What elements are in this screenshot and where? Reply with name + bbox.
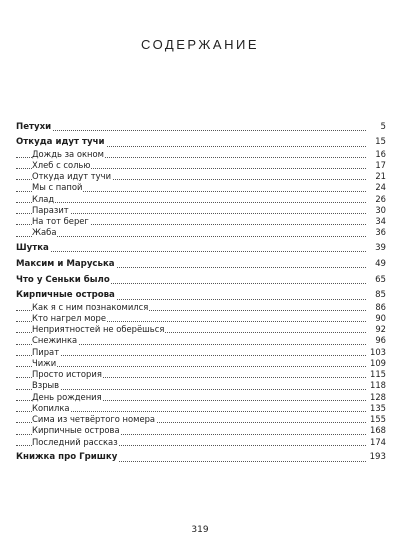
table-of-contents <box>16 122 386 464</box>
dot-leader <box>16 236 366 237</box>
toc-entry <box>16 275 386 286</box>
toc-entry-title: Дождь за окном <box>32 148 104 159</box>
toc-entry-title: Мы с папой <box>32 182 83 193</box>
page-title: СОДЕРЖАНИЕ <box>140 37 259 52</box>
toc-subentry <box>16 160 386 171</box>
toc-subentry <box>16 149 386 160</box>
toc-entry-page: 115 <box>370 369 386 379</box>
toc-entry-page: 15 <box>375 137 386 148</box>
toc-subentry <box>16 437 386 448</box>
toc-entry-title: Шутка <box>16 243 49 253</box>
toc-entry-page: 193 <box>369 452 386 463</box>
toc-subentry <box>16 403 386 414</box>
toc-entry-page: 26 <box>375 193 386 204</box>
toc-entry-title: Сима из четвёртого номера <box>32 414 156 424</box>
toc-subentry <box>16 358 386 369</box>
toc-subentry <box>16 414 386 425</box>
toc-subentry <box>16 302 386 313</box>
toc-entry-title: Паразит <box>32 204 69 215</box>
toc-entry-title: Клад <box>32 193 55 204</box>
toc-entry <box>16 243 386 254</box>
toc-subentry <box>16 216 386 227</box>
dot-leader <box>16 202 366 203</box>
toc-entry-title: Копилка <box>32 402 70 413</box>
dot-leader <box>16 366 366 367</box>
toc-entry-page: 36 <box>375 227 386 238</box>
toc-subentry <box>16 392 386 403</box>
dot-leader <box>16 130 366 131</box>
toc-entry-title: Хлеб с солью <box>32 159 91 170</box>
toc-subentry <box>16 194 386 205</box>
toc-entry-page: 92 <box>375 324 386 334</box>
toc-entry-page: 90 <box>375 312 386 323</box>
toc-subentry <box>16 313 386 324</box>
toc-entry <box>16 290 386 301</box>
toc-entry-page: 49 <box>375 258 386 269</box>
toc-entry-page: 85 <box>375 290 386 301</box>
toc-subentry <box>16 171 386 182</box>
toc-entry-title: Книжка про Гришку <box>16 452 118 463</box>
dot-leader <box>16 389 366 390</box>
toc-entry-page: 155 <box>370 414 386 424</box>
toc-entry-page: 118 <box>370 380 386 391</box>
toc-entry-page: 103 <box>370 346 386 357</box>
toc-entry-page: 86 <box>375 301 386 312</box>
toc-entry-title: Чижи <box>32 357 57 368</box>
toc-entry-title: Последний рассказ <box>32 436 118 447</box>
toc-entry-title: Просто история <box>32 369 102 379</box>
toc-entry <box>16 452 386 463</box>
toc-entry-title: Максим и Маруська <box>16 258 115 269</box>
toc-subentry <box>16 335 386 346</box>
toc-entry-page: 65 <box>375 274 386 285</box>
toc-entry-title: Откуда идут тучи <box>32 171 112 181</box>
toc-entry-page: 128 <box>370 391 386 402</box>
toc-entry-page: 16 <box>375 148 386 159</box>
toc-entry-title: На тот берег <box>32 216 89 226</box>
toc-entry-title: Взрыв <box>32 380 60 391</box>
toc-entry-title: Жаба <box>32 227 57 238</box>
toc-subentry <box>16 425 386 436</box>
toc-subentry <box>16 347 386 358</box>
toc-subentry <box>16 205 386 216</box>
toc-entry-title: Кирпичные острова <box>32 425 120 436</box>
toc-entry <box>16 122 386 133</box>
page-number: 319 <box>191 525 209 535</box>
toc-entry-page: 109 <box>370 357 386 368</box>
toc-entry-title: День рождения <box>32 391 102 402</box>
toc-entry-title: Откуда идут тучи <box>16 137 105 148</box>
toc-entry-page: 39 <box>375 243 386 253</box>
toc-entry <box>16 137 386 148</box>
toc-entry-page: 34 <box>375 216 386 226</box>
toc-entry-title: Кто нагрел море <box>32 312 107 323</box>
toc-entry-title: Петухи <box>16 122 52 132</box>
toc-entry-title: Снежинка <box>32 335 78 346</box>
toc-entry-page: 17 <box>375 159 386 170</box>
dot-leader <box>16 355 366 356</box>
toc-entry-page: 5 <box>380 122 386 132</box>
toc-entry-page: 174 <box>370 436 386 447</box>
toc-entry-page: 30 <box>375 204 386 215</box>
toc-entry-title: Кирпичные острова <box>16 290 115 301</box>
toc-entry-page: 96 <box>375 335 386 346</box>
toc-subentry <box>16 380 386 391</box>
toc-entry-title: Неприятностей не оберёшься <box>32 324 165 334</box>
toc-entry-title: Что у Сеньки было <box>16 274 110 285</box>
toc-entry <box>16 259 386 270</box>
toc-subentry <box>16 324 386 335</box>
toc-subentry <box>16 369 386 380</box>
dot-leader <box>16 251 366 252</box>
toc-entry-page: 24 <box>375 182 386 193</box>
toc-subentry <box>16 227 386 238</box>
toc-entry-page: 21 <box>375 171 386 181</box>
toc-entry-title: Как я с ним познакомился <box>32 301 149 312</box>
toc-entry-page: 135 <box>370 402 386 413</box>
toc-subentry <box>16 182 386 193</box>
toc-entry-title: Пират <box>32 346 60 357</box>
toc-entry-page: 168 <box>370 425 386 436</box>
